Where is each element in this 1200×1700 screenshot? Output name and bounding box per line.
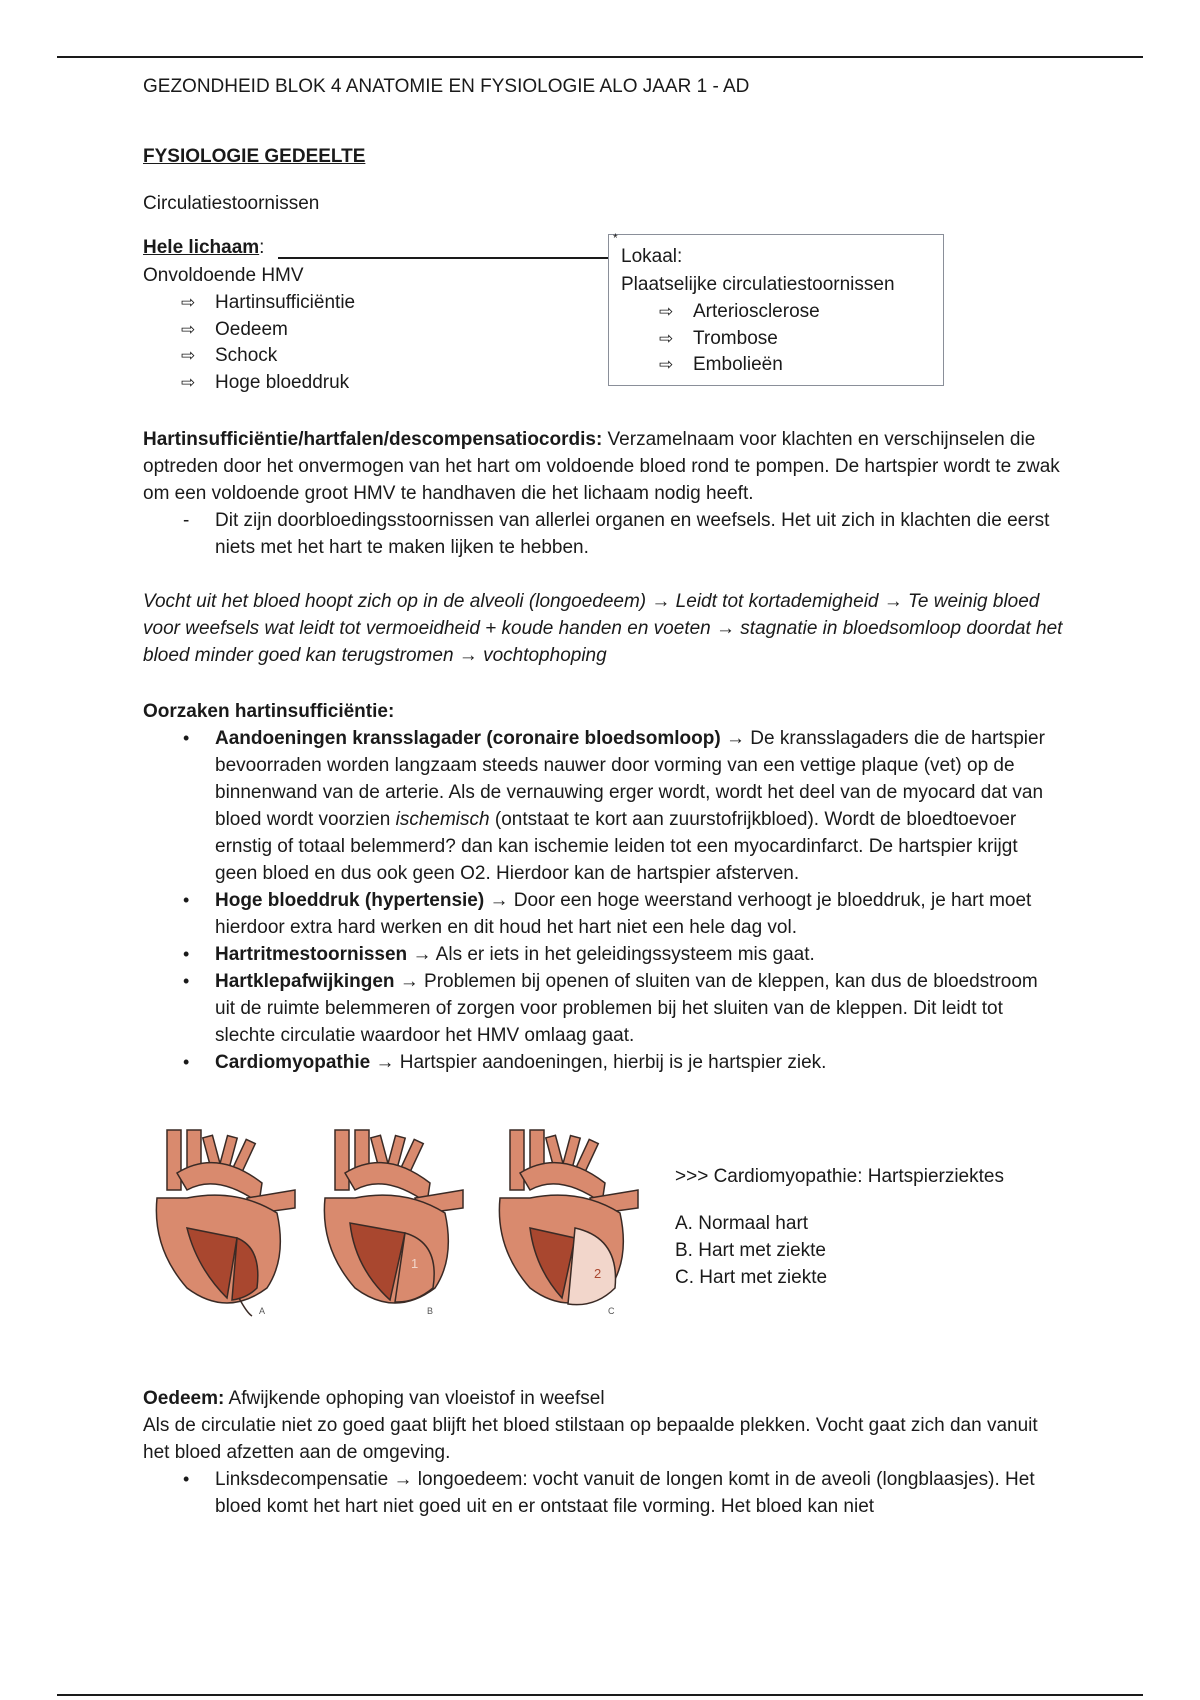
list-item: ⇨ Embolieën bbox=[621, 351, 941, 378]
list-item: • Cardiomyopathie → Hartspier aandoeningen, hierbij is je hartspier ziek. bbox=[143, 1049, 1063, 1076]
oorzaken-section bbox=[143, 698, 1063, 1076]
page-header: GEZONDHEID BLOK 4 ANATOMIE EN FYSIOLOGIE ALO JAAR 1 - AD bbox=[143, 76, 750, 97]
arrow-icon: ⇨ bbox=[181, 372, 196, 392]
figure-caption: >>> Cardiomyopathie: Hartspierziektes bbox=[675, 1166, 1004, 1187]
list-item: • Aandoeningen kransslagader (coronaire bloedsomloop) → De kransslagaders die de hartspier bevoorraden worden langzaam steeds nauwer door vorming van een vettige plaque (vet) op de binnenwand van de arterie. Als de vernauwing erger wordt, wordt het deel van de myocard dat van bloed wordt voorzien ischemisch (ontstaat te kort aan zuurstofrijkbloed). Wordt de bloedtoevoer ernstig of totaal belemmerd? dan kan ischemie leiden tot een myocardinfarct. De hartspier krijgt geen bloed en dus ook geen O2. Hierdoor kan de hartspier afsterven. bbox=[143, 725, 1063, 887]
oedeem-section bbox=[143, 1385, 1063, 1520]
oedeem-definition: Oedeem: Afwijkende ophoping van vloeistof in weefsel bbox=[143, 1388, 605, 1409]
hele-lichaam-heading: Hele lichaam bbox=[143, 237, 260, 258]
panel-letter: C bbox=[608, 1306, 615, 1316]
bullet-icon: • bbox=[183, 971, 190, 991]
hartinsufficientie-paragraph: Hartinsufficiëntie/hartfalen/descompensatiocordis: Verzamelnaam voor klachten en verschijnselen die optreden door het onvermogen van het hart om voldoende bloed rond te pompen. De hartspier wordt te zwak om een voldoende groot HMV te handhaven die het lichaam nodig heeft. bbox=[143, 429, 1060, 504]
list-item: • Linksdecompensatie → longoedeem: vocht vanuit de longen komt in de aveoli (longblaasjes). Het bloed komt het hart niet goed uit en er ontstaat file vorming. Het bloed kan niet bbox=[143, 1466, 1063, 1520]
panel-letter: B bbox=[427, 1306, 434, 1316]
arrow-icon: ⇨ bbox=[659, 355, 674, 374]
section-title: FYSIOLOGIE GEDEELTE bbox=[143, 146, 366, 167]
bottom-rule bbox=[57, 1694, 1143, 1696]
bullet-icon: • bbox=[183, 944, 190, 964]
heart-illustration-c bbox=[490, 1128, 640, 1318]
arrow-icon: ⇨ bbox=[181, 293, 196, 312]
hele-lichaam-list bbox=[143, 289, 603, 395]
lokaal-heading: Lokaal: bbox=[621, 246, 683, 267]
bullet-icon: • bbox=[183, 1469, 190, 1489]
lokaal-intro: Plaatselijke circulatiestoornissen bbox=[621, 274, 895, 295]
list-item: • Hartklepafwijkingen → Problemen bij openen of sluiten van de kleppen, kan dus de bloedstroom uit de ruimte belemmeren of zorgen voor problemen bij het sluiten van de kleppen. Dit leidt tot slechte circulatie waardoor het HMV omlaag gaat. bbox=[143, 968, 1063, 1049]
hartinsufficientie-section bbox=[143, 426, 1063, 669]
arrow-icon: ⇨ bbox=[659, 302, 674, 321]
legend-item: A. Normaal hart bbox=[675, 1213, 809, 1234]
hele-lichaam-colon: : bbox=[259, 237, 265, 258]
panel-letter: A bbox=[259, 1306, 266, 1316]
arrow-icon: ⇨ bbox=[659, 328, 674, 348]
list-item: ⇨ Hartinsufficiëntie bbox=[143, 289, 603, 316]
list-item: ⇨ Arteriosclerose bbox=[621, 298, 941, 325]
oedeem-paragraph: Als de circulatie niet zo goed gaat blijft het bloed stilstaan op bepaalde plekken. Vocht gaat zich dan vanuit het bloed afzetten aan de omgeving. bbox=[143, 1415, 1038, 1463]
top-rule bbox=[57, 56, 1143, 58]
lokaal-box bbox=[608, 231, 944, 386]
heart-illustration-b bbox=[315, 1128, 465, 1318]
list-item: ⇨ Trombose bbox=[621, 325, 941, 352]
list-item: ⇨ Oedeem bbox=[143, 316, 603, 343]
region-number: 1 bbox=[411, 1256, 419, 1271]
bullet-icon: • bbox=[183, 728, 190, 748]
legend-item: C. Hart met ziekte bbox=[675, 1267, 828, 1288]
list-item: ⇨ Schock bbox=[143, 342, 603, 369]
lokaal-list bbox=[621, 298, 941, 378]
arrow-icon: ⇨ bbox=[181, 346, 196, 365]
region-number: 2 bbox=[594, 1266, 602, 1281]
list-item: ⇨ Hoge bloeddruk bbox=[143, 369, 603, 396]
hartinsufficientie-sub: - Dit zijn doorbloedingsstoornissen van allerlei organen en weefsels. Het uit zich in klachten die eerst niets met het hart te maken lijken te hebben. bbox=[183, 510, 1050, 558]
list-item: • Hoge bloeddruk (hypertensie) → Door een hoge weerstand verhoogt je bloeddruk, je hart moet hierdoor extra hard werken en dit houd het hart niet een hele dag vol. bbox=[143, 887, 1063, 941]
connector-line bbox=[278, 257, 608, 259]
bullet-icon: • bbox=[183, 1052, 190, 1072]
arrow-icon: ⇨ bbox=[181, 319, 196, 339]
heart-illustration-a bbox=[147, 1128, 297, 1318]
bullet-icon: • bbox=[183, 890, 190, 910]
oorzaken-heading: Oorzaken hartinsufficiëntie: bbox=[143, 701, 395, 722]
list-item: • Hartritmestoornissen → Als er iets in het geleidingssysteem mis gaat. bbox=[143, 941, 1063, 968]
italic-paragraph: Vocht uit het bloed hoopt zich op in de alveoli (longoedeem) → Leidt tot kortademigheid → Te weinig bloed voor weefsels wat leidt tot vermoeidheid + koude handen en voeten → stagnatie in bloedsomloop doordat het bloed minder goed kan terugstromen → vochtophoping bbox=[143, 591, 1063, 666]
subtitle: Circulatiestoornissen bbox=[143, 193, 320, 214]
figure-legend bbox=[675, 1210, 827, 1291]
legend-item: B. Hart met ziekte bbox=[675, 1240, 826, 1261]
hele-lichaam-intro: Onvoldoende HMV bbox=[143, 265, 304, 286]
asterisk-mark: * bbox=[613, 231, 618, 245]
